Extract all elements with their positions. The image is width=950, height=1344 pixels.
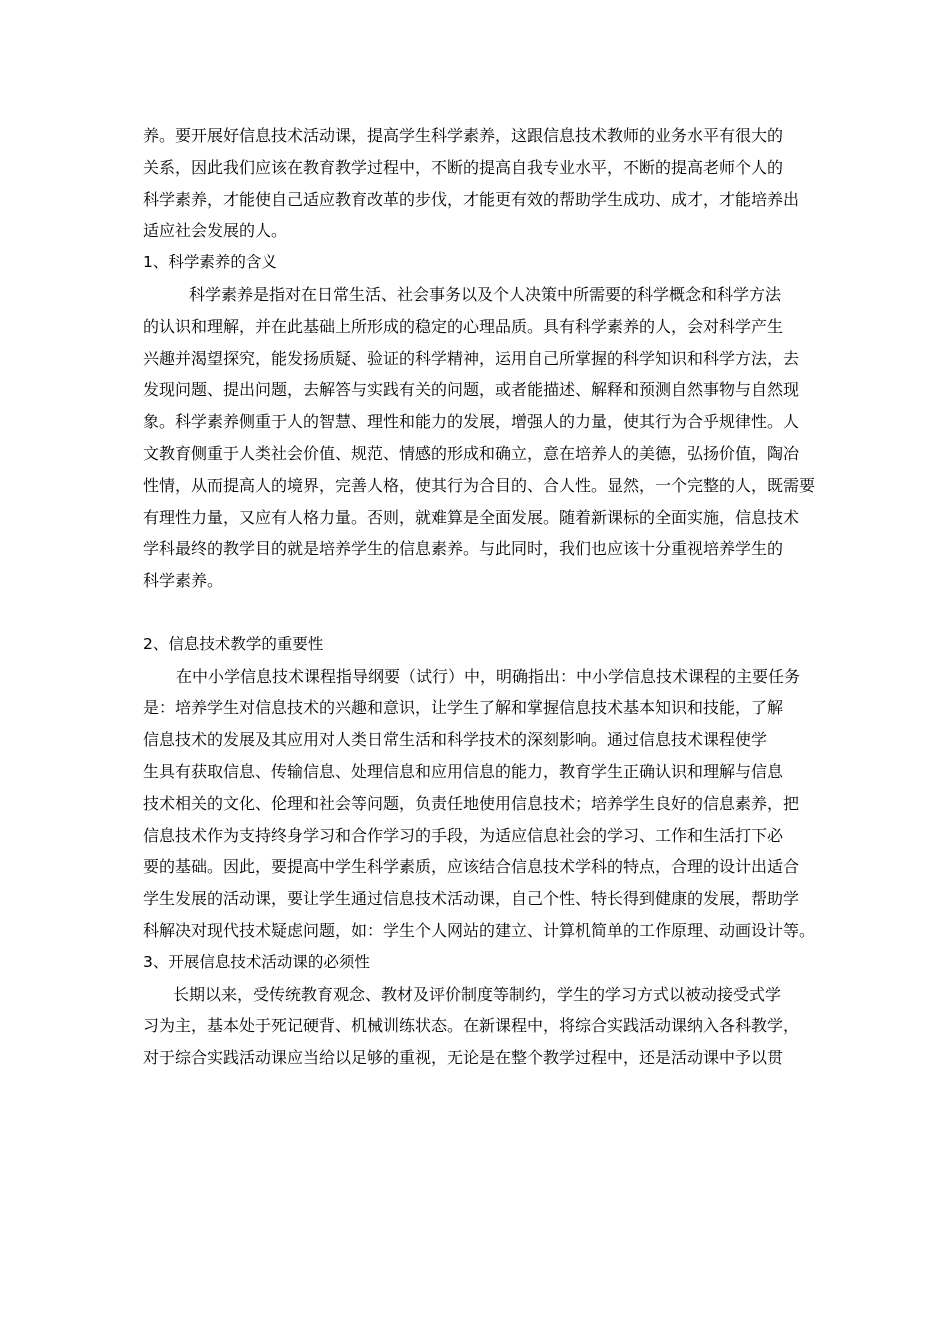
paragraph-line: 学生发展的活动课，要让学生通过信息技术活动课，自己个性、特长得到健康的发展，帮助学 (143, 889, 800, 909)
paragraph-line: 文教育侧重于人类社会价值、规范、情感的形成和确立，意在培养人的美德，弘扬价值，陶冶 (143, 443, 800, 463)
paragraph-line: 科解决对现代技术疑虑问题，如：学生个人网站的建立、计算机简单的工作原理、动画设计等。 (143, 920, 816, 940)
paragraph-line: 信息技术作为支持终身学习和合作学习的手段，为适应信息社会的学习、工作和生活打下必 (143, 825, 784, 845)
paragraph-line: 有理性力量，又应有人格力量。否则，就难算是全面发展。随着新课标的全面实施，信息技术 (143, 507, 800, 527)
paragraph-line: 在中小学信息技术课程指导纲要（试行）中，明确指出：中小学信息技术课程的主要任务 (176, 666, 801, 686)
paragraph-line: 习为主，基本处于死记硬背、机械训练状态。在新课程中，将综合实践活动课纳入各科教学， (143, 1016, 800, 1036)
paragraph-line: 科学素养。 (143, 571, 224, 591)
section-2-paragraph (143, 661, 823, 947)
blank-line (143, 597, 823, 629)
paragraph-line: 养。要开展好信息技术活动课，提高学生科学素养，这跟信息技术教师的业务水平有很大的 (143, 126, 784, 145)
intro-paragraph (143, 120, 823, 247)
section-3-paragraph (143, 979, 823, 1074)
paragraph-line: 对于综合实践活动课应当给以足够的重视，无论是在整个教学过程中，还是活动课中予以贯 (143, 1048, 784, 1068)
paragraph-line: 信息技术的发展及其应用对人类日常生活和科学技术的深刻影响。通过信息技术课程使学 (143, 730, 768, 750)
paragraph-line: 生具有获取信息、传输信息、处理信息和应用信息的能力，教育学生正确认识和理解与信息 (143, 761, 784, 781)
paragraph-line: 兴趣并渴望探究，能发扬质疑、验证的科学精神，运用自己所掌握的科学知识和科学方法，去 (143, 348, 800, 368)
paragraph-line: 学科最终的教学目的就是培养学生的信息素养。与此同时，我们也应该十分重视培养学生的 (143, 539, 784, 559)
paragraph-line: 象。科学素养侧重于人的智慧、理性和能力的发展，增强人的力量，使其行为合乎规律性。人 (143, 412, 800, 432)
paragraph-line: 关系，因此我们应该在教育教学过程中，不断的提高自我专业水平，不断的提高老师个人的 (143, 157, 784, 177)
paragraph-line: 适应社会发展的人。 (143, 221, 288, 241)
section-heading-2: 2、信息技术教学的重要性 (143, 634, 324, 653)
paragraph-line: 科学素养是指对在日常生活、社会事务以及个人决策中所需要的科学概念和科学方法 (189, 284, 782, 304)
paragraph-line: 科学素养，才能使自己适应教育改革的步伐，才能更有效的帮助学生成功、成才，才能培养出 (143, 189, 800, 209)
section-1-paragraph (143, 279, 823, 597)
paragraph-line: 要的基础。因此，要提高中学生科学素质，应该结合信息技术学科的特点，合理的设计出适合 (143, 857, 800, 877)
paragraph-line: 性情，从而提高人的境界，完善人格，使其行为合目的、合人性。显然，一个完整的人，既需要 (143, 475, 816, 495)
paragraph-line: 长期以来，受传统教育观念、教材及评价制度等制约，学生的学习方式以被动接受式学 (173, 984, 782, 1004)
document-page (143, 120, 823, 1074)
section-heading-1: 1、科学素养的含义 (143, 253, 277, 272)
paragraph-line: 技术相关的文化、伦理和社会等问题，负责任地使用信息技术；培养学生良好的信息素养，把 (143, 793, 800, 813)
paragraph-line: 的认识和理解，并在此基础上所形成的稳定的心理品质。具有科学素养的人，会对科学产生 (143, 316, 784, 336)
section-heading-3: 3、开展信息技术活动课的必须性 (143, 952, 370, 971)
paragraph-line: 发现问题、提出问题，去解答与实践有关的问题，或者能描述、解释和预测自然事物与自然现 (143, 380, 800, 400)
paragraph-line: 是：培养学生对信息技术的兴趣和意识，让学生了解和掌握信息技术基本知识和技能，了解 (143, 698, 784, 718)
